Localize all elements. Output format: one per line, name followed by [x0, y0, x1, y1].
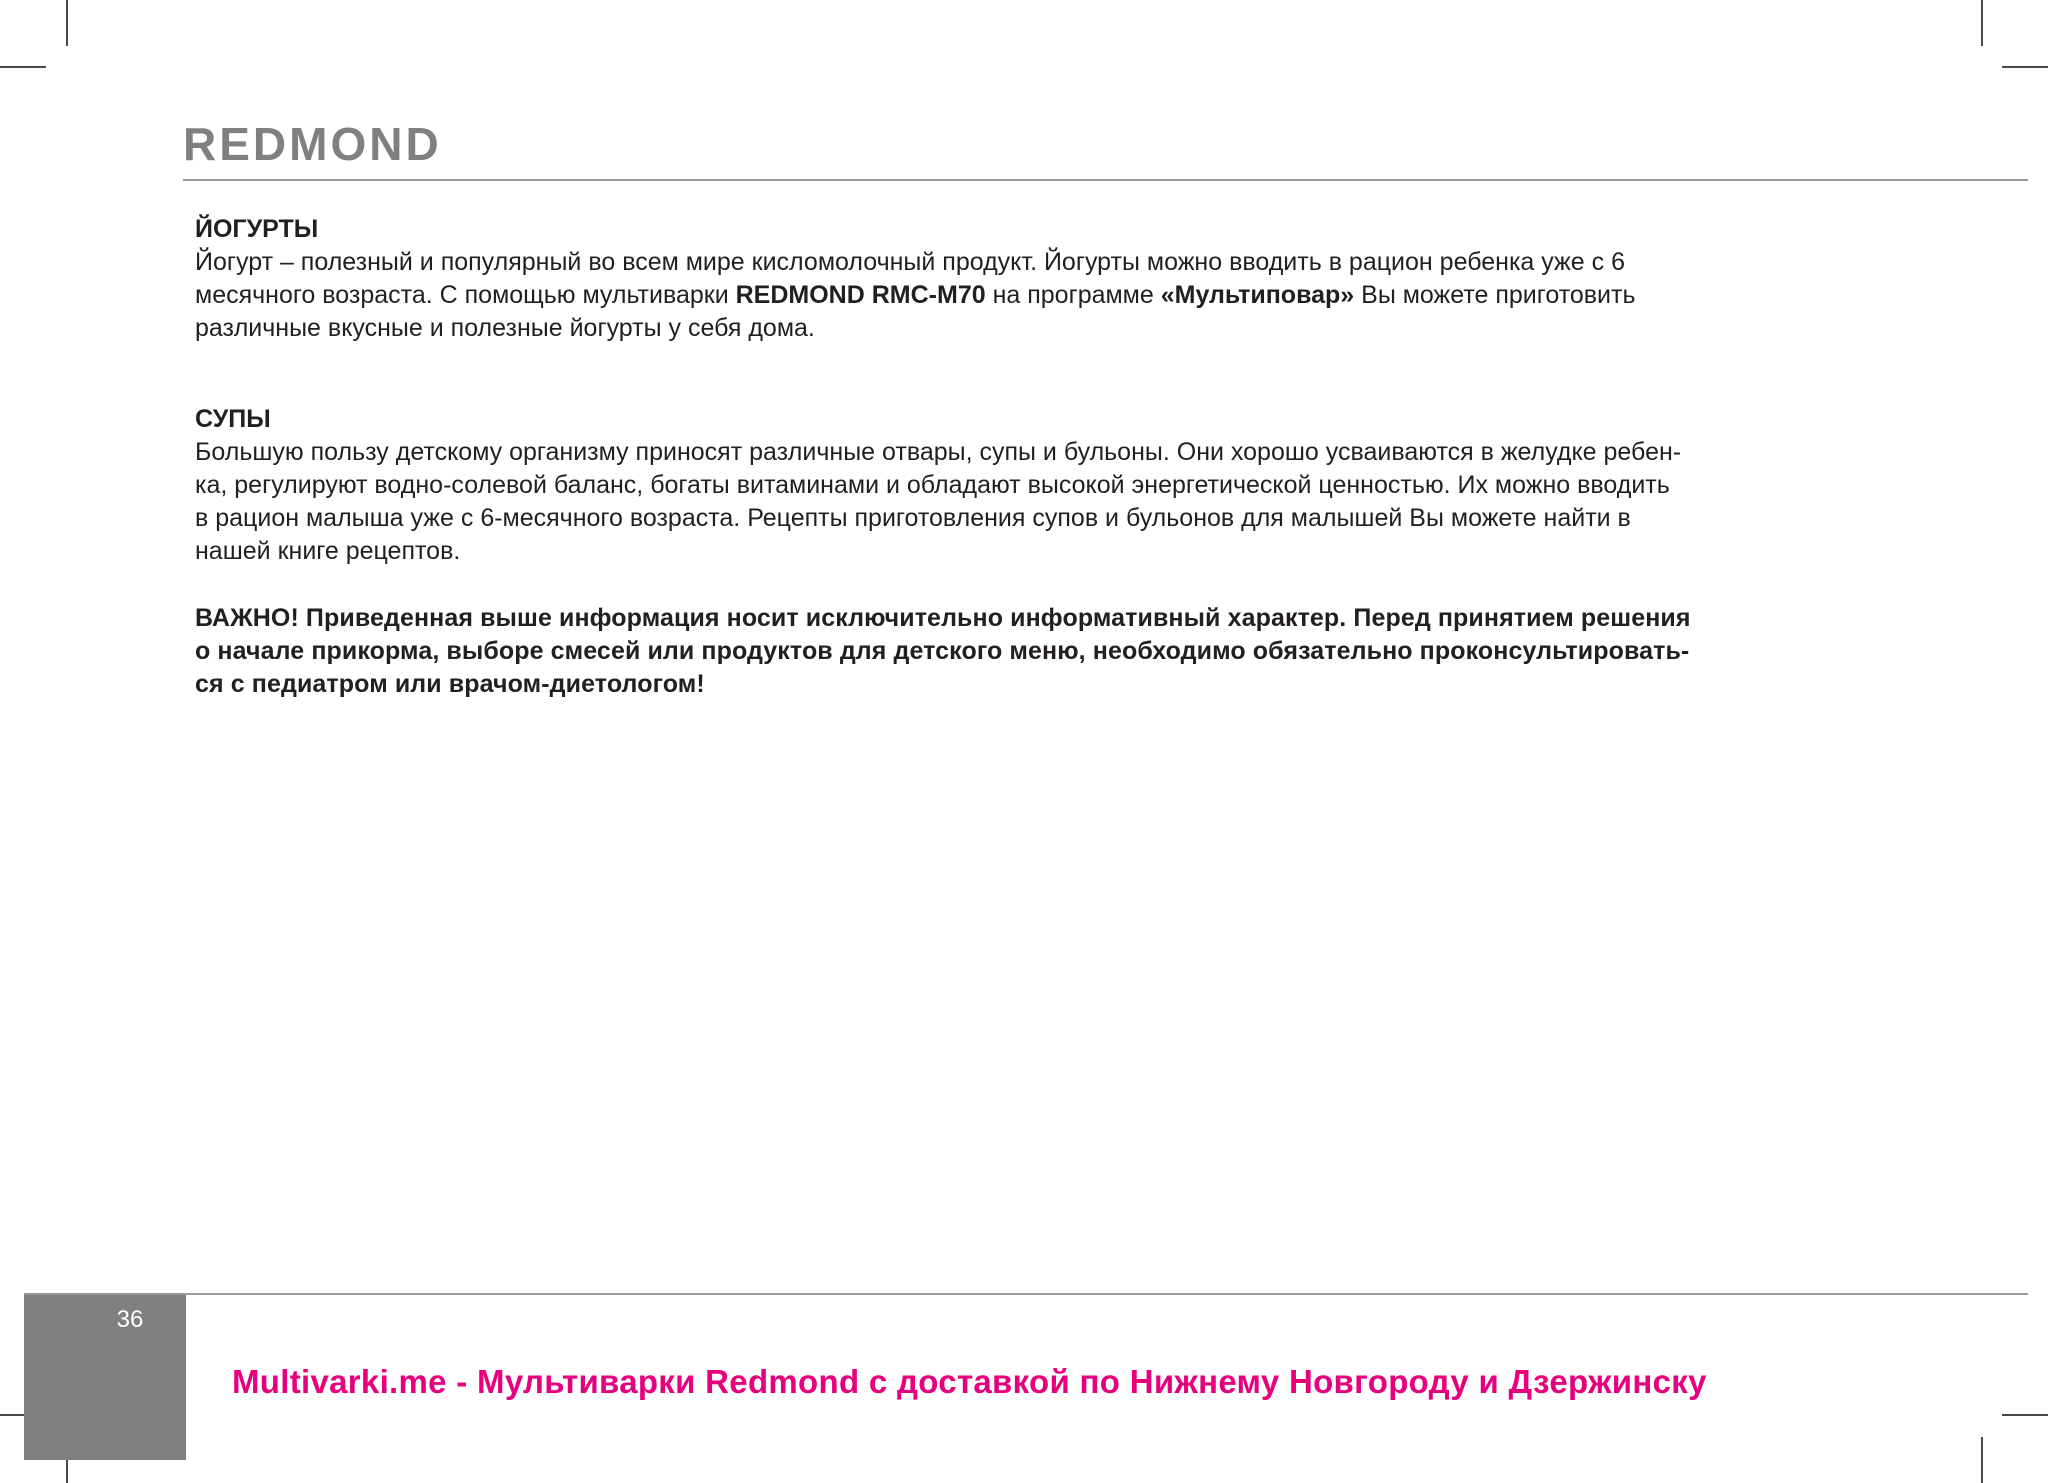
warning-line: ВАЖНО! Приведенная выше информация носит исключительно информативный характер. Перед принятием решения — [195, 604, 1691, 632]
body-text: месячного возраста. С помощью мультиварки — [195, 281, 736, 309]
footer-banner[interactable]: Multivarki.me - Мультиварки Redmond с доставкой по Нижнему Новгороду и Дзержинску — [232, 1363, 1707, 1400]
logo-text: REDMOND — [183, 120, 442, 168]
body-text: нашей книге рецептов. — [195, 537, 461, 565]
section-soups — [195, 403, 1845, 568]
section-title-yogurts: ЙОГУРТЫ — [195, 215, 319, 243]
warning-line: ся с педиатром или врачом-диетологом! — [195, 670, 705, 698]
spacer — [195, 568, 1845, 602]
paragraph-line — [195, 312, 1845, 345]
page-number-tab — [24, 1295, 186, 1460]
paragraph-line — [195, 436, 1845, 469]
section-text-yogurts — [195, 246, 1845, 345]
footer-divider — [24, 1293, 2028, 1295]
crop-mark-top-right — [1981, 0, 1983, 46]
spacer — [195, 345, 1845, 403]
crop-mark-bottom-right — [1981, 1437, 1983, 1483]
section-title-soups: СУПЫ — [195, 405, 271, 433]
emphasis-text: «Мультиповар» — [1160, 281, 1355, 309]
crop-mark-bottom-right-h — [2002, 1414, 2048, 1416]
body-text: ка, регулируют водно-солевой баланс, богаты витаминами и обладают высокой энергетической ценностью. Их можно вводить — [195, 471, 1670, 499]
section-yogurts — [195, 213, 1845, 345]
redmond-logo — [183, 120, 483, 168]
body-text: Вы можете приготовить — [1354, 281, 1636, 309]
crop-mark-top-left-h — [0, 66, 46, 68]
paragraph-line — [195, 469, 1845, 502]
paragraph-line — [195, 502, 1845, 535]
crop-mark-top-left — [66, 0, 68, 46]
document-body — [195, 213, 1845, 701]
paragraph-line — [195, 279, 1845, 312]
warning-line: о начале прикорма, выборе смесей или продуктов для детского меню, необходимо обязательно проконсультировать- — [195, 637, 1690, 665]
important-warning — [195, 602, 1845, 701]
emphasis-text: REDMOND RMC-M70 — [735, 281, 986, 309]
paragraph-line — [195, 535, 1845, 568]
body-text: Большую пользу детскому организму приносят различные отвары, супы и бульоны. Они хорошо усваиваются в желудке ребен- — [195, 438, 1682, 466]
header-divider — [183, 179, 2028, 181]
crop-mark-top-right-h — [2002, 66, 2048, 68]
page-number: 36 — [116, 1306, 144, 1333]
body-text: на программе — [985, 281, 1161, 309]
paragraph-line — [195, 246, 1845, 279]
body-text: различные вкусные и полезные йогурты у себя дома. — [195, 314, 815, 342]
section-text-soups — [195, 436, 1845, 568]
body-text: в рацион малыша уже с 6-месячного возраста. Рецепты приготовления супов и бульонов для малышей Вы можете найти в — [195, 504, 1631, 532]
body-text: Йогурт – полезный и популярный во всем мире кисломолочный продукт. Йогурты можно вводить в рацион ребенка уже с 6 — [195, 248, 1625, 276]
